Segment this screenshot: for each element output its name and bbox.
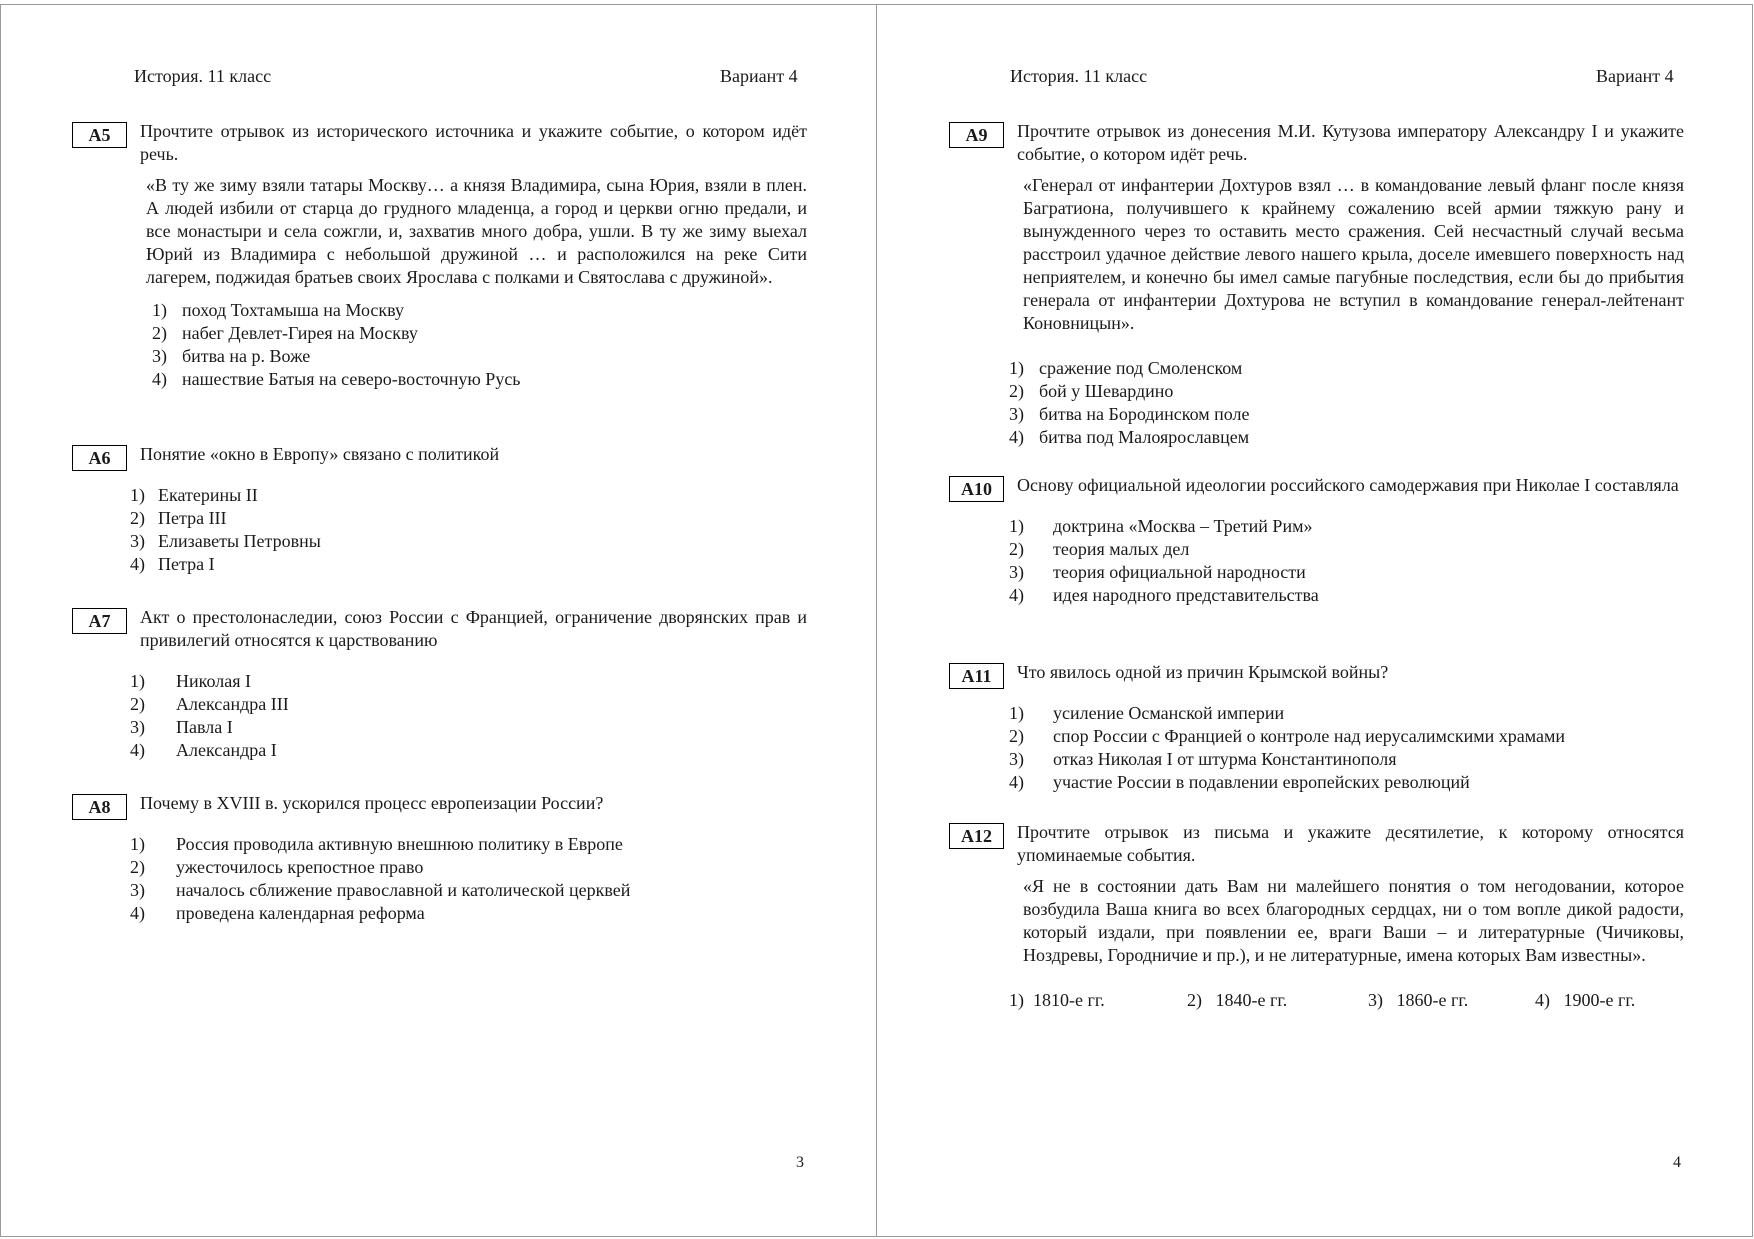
source-quote: «Генерал от инфантерии Дохтуров взял … в командование левый фланг после князя Багратиона, получившего к крайнему сожалению всей армии тяжкую рану и вынужденного через то оставить место сражения. Сей несчастный случай весьма расстроил удачное действие левого нашего крыла, доселе имевшего поверхность над неприятелем, и конечно бы имел самые пагубные последствия, если бы до прибытия генерала от инфантерии Дохтурова не вступил в командование генерал-лейтенант Коновницын». bbox=[1023, 175, 1684, 333]
question-label: A8 bbox=[72, 794, 127, 820]
answer-options bbox=[152, 299, 807, 391]
question-label: A11 bbox=[949, 663, 1004, 689]
answer-option[interactable]: 3) Павла I bbox=[130, 717, 233, 737]
answer-option[interactable]: 4) участие России в подавлении европейских революций bbox=[1009, 772, 1470, 792]
source-quote: «Я не в состоянии дать Вам ни малейшего понятия о том негодовании, которое возбудила Ваша книга во всех благородных сердцах, ни о том вопле дикой радости, который издали, при появлении ее, враги Ваши – и литературные (Чичиковы, Ноздревы, Городничие и пр.), и не литературные, имена которых Вам известны». bbox=[1023, 876, 1684, 965]
answer-option[interactable]: 2) бой у Шевардино bbox=[1009, 381, 1174, 401]
header-variant: Вариант 4 bbox=[720, 66, 798, 86]
question-label: A10 bbox=[949, 476, 1004, 502]
question-a11 bbox=[949, 661, 1684, 794]
header-subject: История. 11 класс bbox=[1010, 66, 1148, 86]
answer-option[interactable]: 4) Петра I bbox=[130, 554, 215, 574]
question-a10 bbox=[949, 474, 1684, 607]
page-number: 3 bbox=[796, 1154, 804, 1171]
question-text: Что явилось одной из причин Крымской войны? bbox=[1017, 662, 1389, 682]
answer-option[interactable]: 1) доктрина «Москва – Третий Рим» bbox=[1009, 516, 1313, 536]
answer-option[interactable]: 3) началось сближение православной и католической церквей bbox=[130, 880, 631, 900]
question-a5 bbox=[72, 120, 807, 391]
answer-option[interactable]: 3) 1860-е гг. bbox=[1368, 990, 1469, 1010]
answer-option[interactable]: 1) усиление Османской империи bbox=[1009, 703, 1285, 723]
answer-option[interactable]: 1) поход Тохтамыша на Москву bbox=[152, 300, 405, 320]
question-label: A7 bbox=[72, 608, 127, 634]
source-quote: «В ту же зиму взяли татары Москву… а князя Владимира, сына Юрия, взяли в плен. А людей избили от старца до грудного младенца, а город и церкви огню предали, и все монастыри и села сожгли, и, захватив много добра, ушли. В ту же зиму выехал Юрий из Владимира с небольшой дружиной … и расположился на реке Сити лагерем, поджидая братьев своих Ярослава с полками и Святослава с дружиной». bbox=[146, 175, 807, 287]
question-label: A9 bbox=[949, 122, 1004, 148]
question-a7 bbox=[72, 606, 807, 762]
question-label: A12 bbox=[949, 823, 1004, 849]
answer-option[interactable]: 2) ужесточилось крепостное право bbox=[130, 857, 424, 877]
answer-option[interactable]: 1) 1810-е гг. bbox=[1009, 990, 1105, 1010]
answer-option[interactable]: 4) битва под Малоярославцем bbox=[1009, 427, 1250, 447]
question-text: Прочтите отрывок из письма и укажите десятилетие, к которому относятся упоминаемые события. bbox=[1017, 822, 1684, 865]
answer-option[interactable]: 1) Николая I bbox=[130, 671, 251, 691]
answer-options bbox=[130, 484, 807, 576]
answer-option[interactable]: 4) идея народного представительства bbox=[1009, 585, 1319, 605]
answer-option[interactable]: 3) битва на Бородинском поле bbox=[1009, 404, 1250, 424]
answer-option[interactable]: 3) теория официальной народности bbox=[1009, 562, 1306, 582]
question-a6 bbox=[72, 443, 807, 576]
header-subject: История. 11 класс bbox=[134, 66, 272, 86]
question-label: A5 bbox=[72, 122, 127, 148]
answer-option[interactable]: 2) теория малых дел bbox=[1009, 539, 1190, 559]
question-a8 bbox=[72, 792, 807, 925]
question-text: Почему в XVIII в. ускорился процесс европеизации России? bbox=[140, 793, 604, 813]
answer-option[interactable]: 1) сражение под Смоленском bbox=[1009, 358, 1243, 378]
header-variant: Вариант 4 bbox=[1596, 66, 1674, 86]
answer-option[interactable]: 1) Россия проводила активную внешнюю политику в Европе bbox=[130, 834, 623, 854]
page-number: 4 bbox=[1673, 1154, 1681, 1171]
question-label: A6 bbox=[72, 445, 127, 471]
question-text: Прочтите отрывок из донесения М.И. Кутузова императору Александру I и укажите событие, о котором идёт речь. bbox=[1017, 121, 1684, 164]
question-text: Акт о престолонаследии, союз России с Францией, ограничение дворянских прав и привилегий относятся к царствованию bbox=[140, 607, 807, 650]
answer-option[interactable]: 4) проведена календарная реформа bbox=[130, 903, 425, 923]
answer-options bbox=[130, 833, 807, 925]
answer-option[interactable]: 1) Екатерины II bbox=[130, 485, 258, 505]
page-right bbox=[877, 0, 1754, 1239]
question-text: Прочтите отрывок из исторического источника и укажите событие, о котором идёт речь. bbox=[140, 121, 807, 164]
answer-options bbox=[1009, 357, 1684, 449]
answer-option[interactable]: 3) Елизаветы Петровны bbox=[130, 531, 321, 551]
answer-options bbox=[1009, 515, 1684, 607]
question-a9 bbox=[949, 120, 1684, 449]
answer-option[interactable]: 2) 1840-е гг. bbox=[1187, 990, 1288, 1010]
answer-option[interactable]: 3) битва на р. Воже bbox=[152, 346, 311, 366]
answer-options bbox=[1009, 989, 1684, 1012]
answer-option[interactable]: 2) спор России с Францией о контроле над иерусалимскими храмами bbox=[1009, 726, 1566, 746]
answer-option[interactable]: 4) нашествие Батыя на северо-восточную Русь bbox=[152, 369, 521, 389]
question-a12 bbox=[949, 821, 1684, 1012]
answer-option[interactable]: 2) набег Девлет-Гирея на Москву bbox=[152, 323, 418, 343]
answer-option[interactable]: 2) Александра III bbox=[130, 694, 289, 714]
question-text: Основу официальной идеологии российского самодержавия при Николае I составляла bbox=[1017, 475, 1679, 495]
answer-option[interactable]: 2) Петра III bbox=[130, 508, 227, 528]
answer-option[interactable]: 3) отказ Николая I от штурма Константинополя bbox=[1009, 749, 1397, 769]
answer-option[interactable]: 4) Александра I bbox=[130, 740, 277, 760]
answer-option[interactable]: 4) 1900-е гг. bbox=[1535, 990, 1636, 1010]
answer-options bbox=[130, 670, 807, 762]
answer-options bbox=[1009, 702, 1684, 794]
question-text: Понятие «окно в Европу» связано с политикой bbox=[140, 444, 500, 464]
